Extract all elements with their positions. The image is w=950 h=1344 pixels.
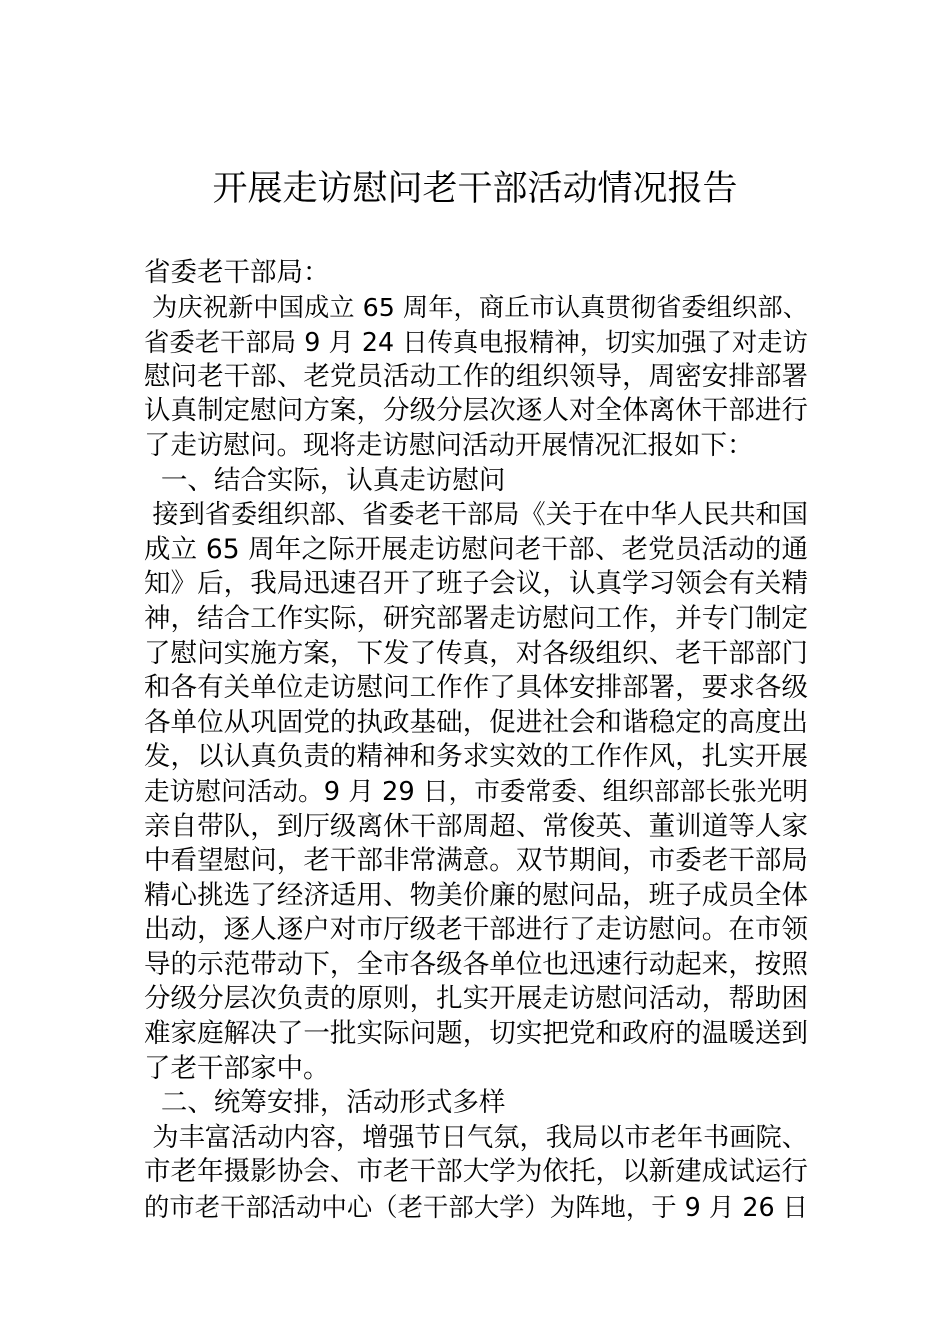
text-line: 了慰问实施方案，下发了传真，对各级组织、老干部部门: [144, 637, 808, 669]
paragraph-intro: [144, 291, 808, 464]
paragraph-section-one: [144, 498, 808, 1086]
salutation: 省委老干部局：: [144, 257, 330, 288]
section-heading: 二、统筹安排，活动形式多样: [144, 1087, 506, 1119]
text-line: 导的示范带动下，全市各级各单位也迅速行动起来，按照: [144, 948, 808, 980]
text-line: 为丰富活动内容，增强节日气氛，我局以市老年书画院、: [144, 1122, 808, 1153]
section-heading: 一、结合实际，认真走访慰问: [144, 464, 506, 496]
text-line: 市老年摄影协会、市老干部大学为依托，以新建成试运行: [144, 1156, 808, 1188]
text-line: 出动，逐人逐户对市厅级老干部进行了走访慰问。在市领: [144, 914, 808, 946]
text-line: 成立 65 周年之际开展走访慰问老干部、老党员活动的通: [144, 533, 808, 565]
text-line: 认真制定慰问方案，分级分层次逐人对全体离休干部进行: [144, 395, 808, 427]
text-line: 为庆祝新中国成立 65 周年，商丘市认真贯彻省委组织部、: [144, 292, 808, 322]
text-line: 知》后，我局迅速召开了班子会议，认真学习领会有关精: [144, 568, 808, 600]
text-line: 各单位从巩固党的执政基础，促进社会和谐稳定的高度出: [144, 706, 808, 738]
document-body: [144, 256, 808, 1225]
text-line: 分级分层次负责的原则，扎实开展走访慰问活动，帮助困: [144, 983, 808, 1015]
text-line: 慰问老干部、老党员活动工作的组织领导，周密安排部署: [144, 360, 808, 392]
text-line: 走访慰问活动。9 月 29 日，市委常委、组织部部长张光明: [144, 776, 808, 807]
text-line: 了走访慰问。现将走访慰问活动开展情况汇报如下：: [144, 429, 754, 461]
text-line: 神，结合工作实际，研究部署走访慰问工作，并专门制定: [144, 602, 808, 634]
text-line: 难家庭解决了一批实际问题，切实把党和政府的温暖送到: [144, 1018, 808, 1050]
paragraph-section-two: [144, 1121, 808, 1225]
text-line: 和各有关单位走访慰问工作作了具体安排部署，要求各级: [144, 672, 808, 704]
text-line: 精心挑选了经济适用、物美价廉的慰问品，班子成员全体: [144, 879, 808, 911]
text-line: 了老干部家中。: [144, 1052, 330, 1084]
document-title: 开展走访慰问老干部活动情况报告: [212, 169, 738, 209]
text-line: 亲自带队，到厅级离休干部周超、常俊英、董训道等人家: [144, 810, 808, 842]
text-line: 接到省委组织部、省委老干部局《关于在中华人民共和国: [144, 500, 808, 531]
text-line: 发，以认真负责的精神和务求实效的工作作风，扎实开展: [144, 741, 808, 773]
text-line: 中看望慰问，老干部非常满意。双节期间，市委老干部局: [144, 845, 808, 877]
text-line: 省委老干部局 9 月 24 日传真电报精神，切实加强了对走访: [144, 327, 808, 358]
text-line: 的市老干部活动中心（老干部大学）为阵地，于 9 月 26 日: [144, 1192, 808, 1223]
